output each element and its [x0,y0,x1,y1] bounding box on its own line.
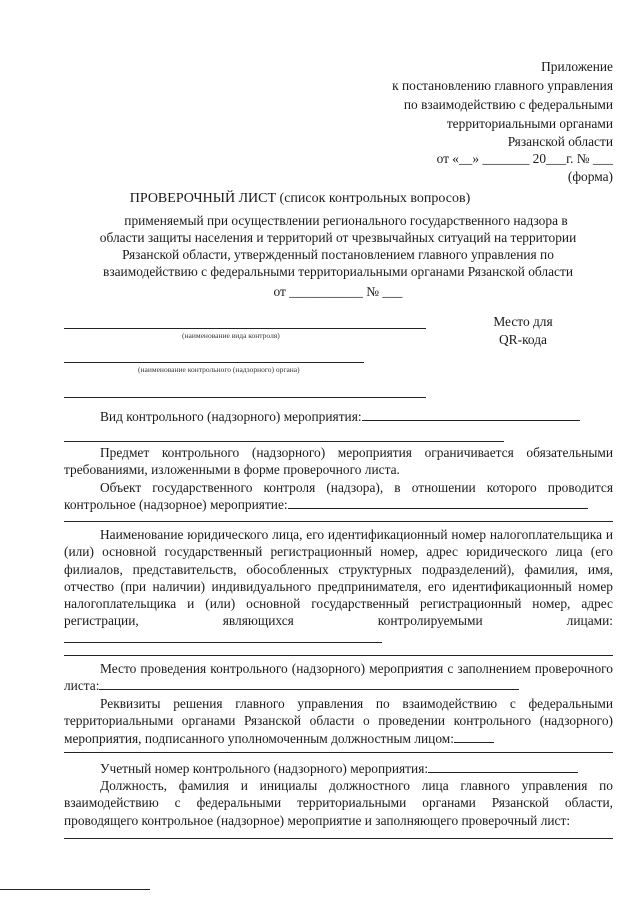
entity-text: Наименование юридического лица, его идентификационный номер налогоплательщика и (или) основной государственный регистрационный номер, адрес юридического лица (его филиалов, представительств, обособленных структурных подразделений), фамилия, имя, отчество (при наличии) индивидуального предпринимателя, его идентификационный номер налогоплательщика и (или) основной государственный регистрационный номер, адрес регистрации, являющихся контролируемыми лицами: [64,527,613,629]
subject-text: Предмет контрольного (надзорного) мероприятия ограничивается обязательными требованиями, изложенными в форме проверочного листа. [64,445,613,478]
object-text: Объект государственного контроля (надзора), в отношении которого проводится контрольное (надзорное) мероприятие: [64,480,613,513]
account-number-label: Учетный номер контрольного (надзорного) мероприятия: [100,761,429,776]
title-line-3: Рязанской области, утвержденный постановлением главного управления по [122,247,554,262]
footnote-separator [0,889,150,890]
control-type-line [64,328,426,329]
official-line-2 [64,838,613,839]
event-type-blank [362,408,580,421]
decision-line-2 [64,752,613,753]
control-type-caption: (наименование вида контроля) [182,331,280,340]
qr-label-line-1: Место для [493,314,553,329]
official-text: Должность, фамилия и инициалы должностного лица главного управления по взаимодействию с федеральными территориальными органами Рязанской области, проводящего контрольное (надзорное) мероприятие и заполняющего проверочный лист: [64,778,613,828]
entity-line-2 [64,655,613,656]
header-form-label: (форма) [567,169,613,184]
object-paragraph [64,479,613,514]
title-line-2: области защиты населения и территорий от чрезвычайных ситуаций на территории [99,230,577,245]
qr-label-line-2: QR-кода [499,332,547,347]
control-body-caption: (наименование контрольного (надзорного) органа) [138,365,300,374]
qr-placeholder [487,313,559,349]
header-interaction: по взаимодействию с федеральными [403,97,613,112]
object-line-2 [64,521,613,522]
decision-blank [454,730,494,743]
event-type-field [64,408,613,425]
control-body-line [64,362,364,363]
decision-paragraph [64,695,613,747]
header-appendix: Приложение [541,59,613,74]
subject-paragraph [64,444,613,479]
event-type-line-2 [64,441,504,442]
object-blank [288,496,588,509]
account-number-field [64,760,613,777]
place-text: Место проведения контрольного (надзорного) мероприятия с заполнением проверочного листа: [64,661,613,694]
header-date-number: от «__» _______ 20___г. № ___ [436,151,613,166]
title-line-4: взаимодействию с федеральными территориальными органами Рязанской области [103,264,573,279]
entity-blank [64,630,382,643]
document-title: ПРОВЕРОЧНЫЙ ЛИСТ (список контрольных вопросов) [129,191,471,206]
decision-text: Реквизиты решения главного управления по взаимодействию с федеральными территориальными органами Рязанской области о проведении контрольного (надзорного) мероприятия, подписанного уполномоченным должностным лицом: [64,696,613,746]
header-resolution: к постановлению главного управления [392,78,613,93]
title-line-1: применяемый при осуществлении регионального государственного надзора в [124,213,568,228]
event-type-label: Вид контрольного (надзорного) мероприятия: [100,409,362,424]
header-region: Рязанской области [507,134,613,149]
header-bodies: территориальными органами [446,116,613,131]
title-line-5: от ___________ № ___ [273,284,403,299]
official-paragraph [64,777,613,829]
place-paragraph [64,660,613,695]
account-number-blank [428,760,578,773]
extra-blank-line [64,397,426,398]
place-blank [99,677,519,690]
entity-paragraph [64,526,613,647]
